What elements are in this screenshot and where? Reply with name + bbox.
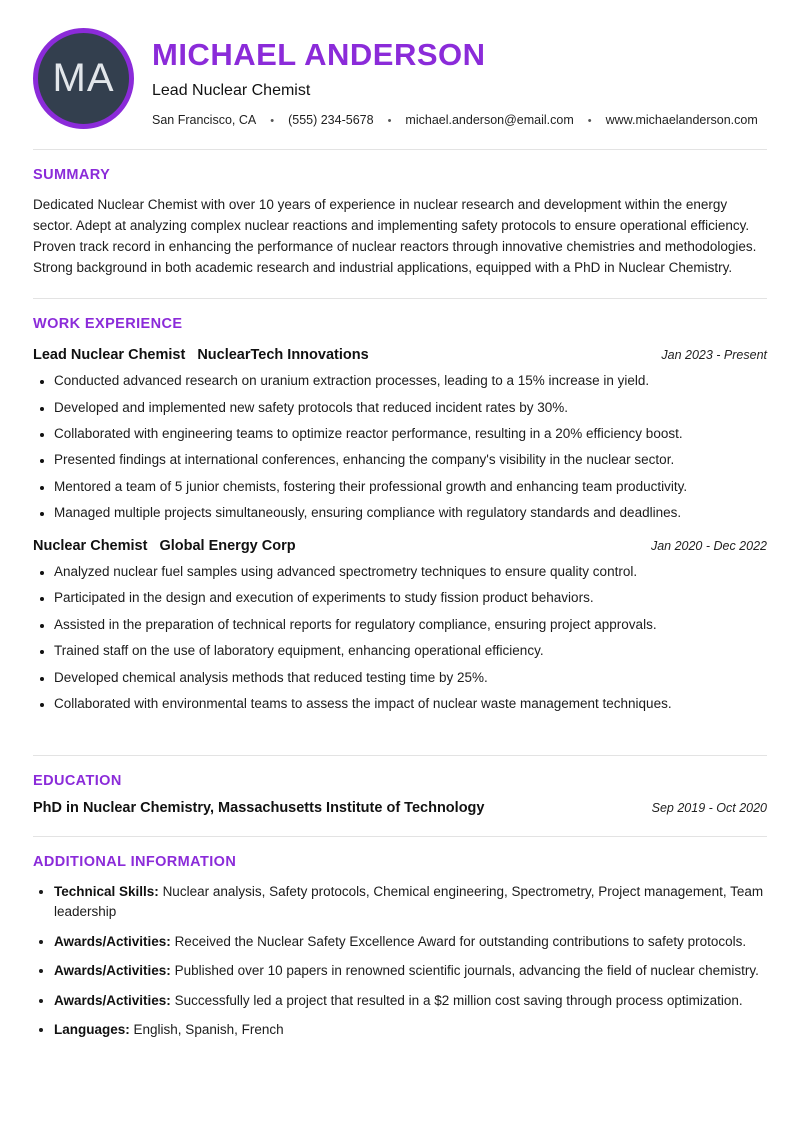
candidate-name: MICHAEL ANDERSON	[152, 37, 486, 72]
avatar	[33, 28, 134, 129]
education-degree: PhD in Nuclear Chemistry, Massachusetts Institute of Technology	[33, 800, 485, 817]
summary-heading: SUMMARY	[33, 167, 111, 183]
summary-section	[33, 167, 767, 278]
job-bullet: • Assisted in the preparation of technical reports for regulatory compliance, ensuring project approvals.	[54, 616, 767, 635]
info-text: Nuclear analysis, Safety protocols, Chemical engineering, Spectrometry, Project management, Team leadership	[54, 884, 764, 919]
additional-info-item	[54, 1020, 767, 1040]
divider	[33, 836, 767, 837]
job-entry	[33, 347, 767, 523]
divider	[33, 149, 767, 150]
job-bullet: • Managed multiple projects simultaneously, ensuring compliance with regulatory standards and deadlines.	[54, 504, 767, 523]
additional-info-list	[33, 882, 767, 1039]
divider	[33, 298, 767, 299]
job-entry	[33, 538, 767, 714]
job-bullet: • Trained staff on the use of laboratory equipment, enhancing operational efficiency.	[54, 642, 767, 661]
job-bullet-list	[33, 563, 767, 714]
work-experience-heading: WORK EXPERIENCE	[33, 316, 183, 333]
info-label: Awards/Activities:	[54, 963, 171, 979]
info-label: Technical Skills:	[54, 884, 159, 900]
job-company: NuclearTech Innovations	[197, 347, 369, 364]
info-text: Received the Nuclear Safety Excellence Award for outstanding contributions to safety protocols.	[174, 933, 747, 949]
summary-text: Dedicated Nuclear Chemist with over 10 years of experience in nuclear research and development within the energy sector. Adept at analyzing complex nuclear reactions and implementing safety protocols to ensure operational efficiency. Proven track record in enhancing the performance of nuclear reactors through innovative chemistries and methodologies. Strong background in both academic research and industrial applications, equipped with a PhD in Nuclear Chemistry.	[33, 197, 757, 276]
additional-information-section	[33, 854, 767, 1039]
job-bullet: • Analyzed nuclear fuel samples using advanced spectrometry techniques to ensure quality control.	[54, 563, 767, 582]
additional-info-item	[54, 961, 767, 981]
info-text: Published over 10 papers in renowned scientific journals, advancing the field of nuclear chemistry.	[174, 963, 759, 979]
education-heading: EDUCATION	[33, 773, 122, 790]
contact-row	[152, 113, 758, 127]
job-dates: Jan 2023 - Present	[661, 348, 767, 363]
job-header	[33, 538, 767, 554]
contact-email: • michael.anderson@email.com	[374, 113, 574, 127]
info-label: Languages:	[54, 1022, 130, 1038]
info-text: Successfully led a project that resulted in a $2 million cost saving through process optimization.	[174, 992, 743, 1008]
info-text: English, Spanish, French	[133, 1022, 284, 1038]
job-title-line	[33, 538, 296, 554]
info-label: Awards/Activities:	[54, 933, 171, 949]
info-label: Awards/Activities:	[54, 992, 171, 1008]
job-bullet: • Collaborated with engineering teams to optimize reactor performance, resulting in a 20% efficiency boost.	[54, 425, 767, 444]
education-section	[33, 773, 767, 816]
avatar-initials: MA	[52, 56, 115, 100]
job-dates: Jan 2020 - Dec 2022	[650, 539, 767, 554]
candidate-title: Lead Nuclear Chemist	[152, 82, 311, 100]
job-company: Global Energy Corp	[159, 538, 296, 555]
additional-information-heading: ADDITIONAL INFORMATION	[33, 854, 237, 871]
work-experience-section	[33, 316, 767, 735]
job-title-line	[33, 347, 369, 363]
contact-location: San Francisco, CA	[152, 113, 257, 128]
education-dates: Sep 2019 - Oct 2020	[651, 801, 767, 816]
contact-website: • www.michaelanderson.com	[574, 113, 758, 127]
job-bullet: • Developed and implemented new safety protocols that reduced incident rates by 30%.	[54, 399, 767, 418]
job-bullet: • Developed chemical analysis methods that reduced testing time by 25%.	[54, 669, 767, 688]
job-bullet: • Collaborated with environmental teams to assess the impact of nuclear waste management techniques.	[54, 695, 767, 714]
job-position: Lead Nuclear Chemist	[33, 347, 186, 364]
divider	[33, 755, 767, 756]
job-bullet: • Participated in the design and execution of experiments to study fission product behaviors.	[54, 589, 767, 608]
additional-info-item	[54, 882, 767, 921]
job-bullet: • Mentored a team of 5 junior chemists, fostering their professional growth and enhancing team productivity.	[54, 478, 767, 497]
job-header	[33, 347, 767, 363]
additional-info-item	[54, 991, 767, 1011]
additional-info-item	[54, 932, 767, 952]
resume-header	[33, 28, 767, 129]
header-text	[152, 28, 758, 127]
job-bullet: • Presented findings at international conferences, enhancing the company's visibility in the nuclear sector.	[54, 451, 767, 470]
job-bullet: • Conducted advanced research on uranium extraction processes, leading to a 15% increase in yield.	[54, 372, 767, 391]
job-position: Nuclear Chemist	[33, 538, 148, 555]
contact-phone: • (555) 234-5678	[256, 113, 373, 127]
job-bullet-list	[33, 372, 767, 523]
education-entry	[33, 800, 767, 816]
